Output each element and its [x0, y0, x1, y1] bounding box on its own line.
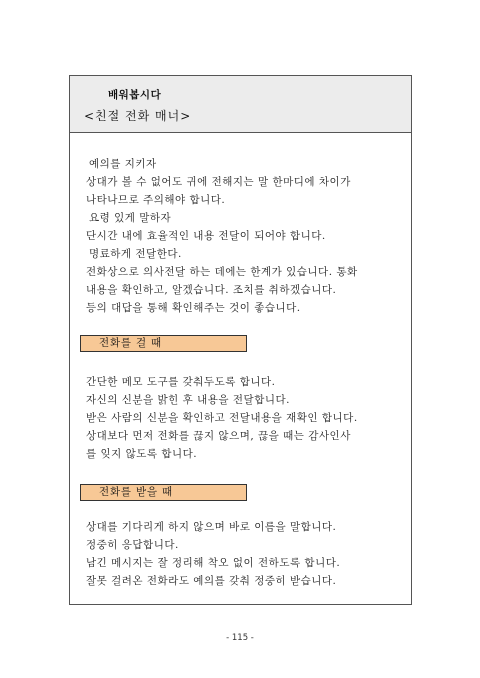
page-subtitle: <친절 전화 매너> — [84, 109, 192, 123]
receiving-text — [86, 518, 406, 590]
section-heading-calling: 전화를 걸 때 — [80, 335, 247, 352]
intro-line: 요령 있게 말하자 — [89, 212, 172, 224]
intro-line: 내용을 확인하고, 알겠습니다. 조치를 취하겠습니다. — [86, 284, 337, 296]
intro-text — [86, 155, 406, 317]
intro-line: 명료하게 전달한다. — [89, 248, 182, 260]
intro-line: 단시간 내에 효율적인 내용 전달이 되어야 합니다. — [86, 230, 326, 242]
section-brand: 배워봅시다 — [108, 89, 162, 101]
intro-line: 등의 대답을 통해 확인해주는 것이 좋습니다. — [86, 302, 301, 314]
header-band — [70, 76, 411, 133]
page-number: - 115 - — [226, 633, 254, 643]
receiving-line: 남긴 메시지는 잘 정리해 착오 없이 전하도록 합니다. — [86, 557, 341, 569]
calling-line: 상대보다 먼저 전화를 끊지 않으며, 끊을 때는 감사인사 — [86, 430, 351, 442]
intro-line: 전화상으로 의사전달 하는 데에는 한계가 있습니다. 통화 — [86, 266, 358, 278]
receiving-line: 정중히 응답합니다. — [86, 539, 179, 551]
calling-line: 를 잊지 않도록 합니다. — [86, 448, 198, 460]
intro-line: 상대가 볼 수 없어도 귀에 전해지는 말 한마디에 차이가 — [86, 176, 351, 188]
intro-line: 나타나므로 주의해야 합니다. — [86, 194, 226, 206]
calling-line: 간단한 메모 도구를 갖춰두도록 합니다. — [86, 376, 276, 388]
calling-line: 받은 사람의 신분을 확인하고 전달내용을 재확인 합니다. — [86, 412, 358, 424]
intro-line: 예의를 지키자 — [89, 158, 157, 170]
section-heading-receiving: 전화를 받을 때 — [80, 484, 247, 501]
content-box — [69, 75, 412, 605]
calling-line: 자신의 신분을 밝힌 후 내용을 전달합니다. — [86, 394, 290, 406]
receiving-line: 상대를 기다리게 하지 않으며 바로 이름을 말합니다. — [86, 521, 337, 533]
receiving-line: 잘못 걸려온 전화라도 예의를 갖춰 정중히 받습니다. — [86, 575, 337, 587]
calling-text — [86, 373, 406, 463]
